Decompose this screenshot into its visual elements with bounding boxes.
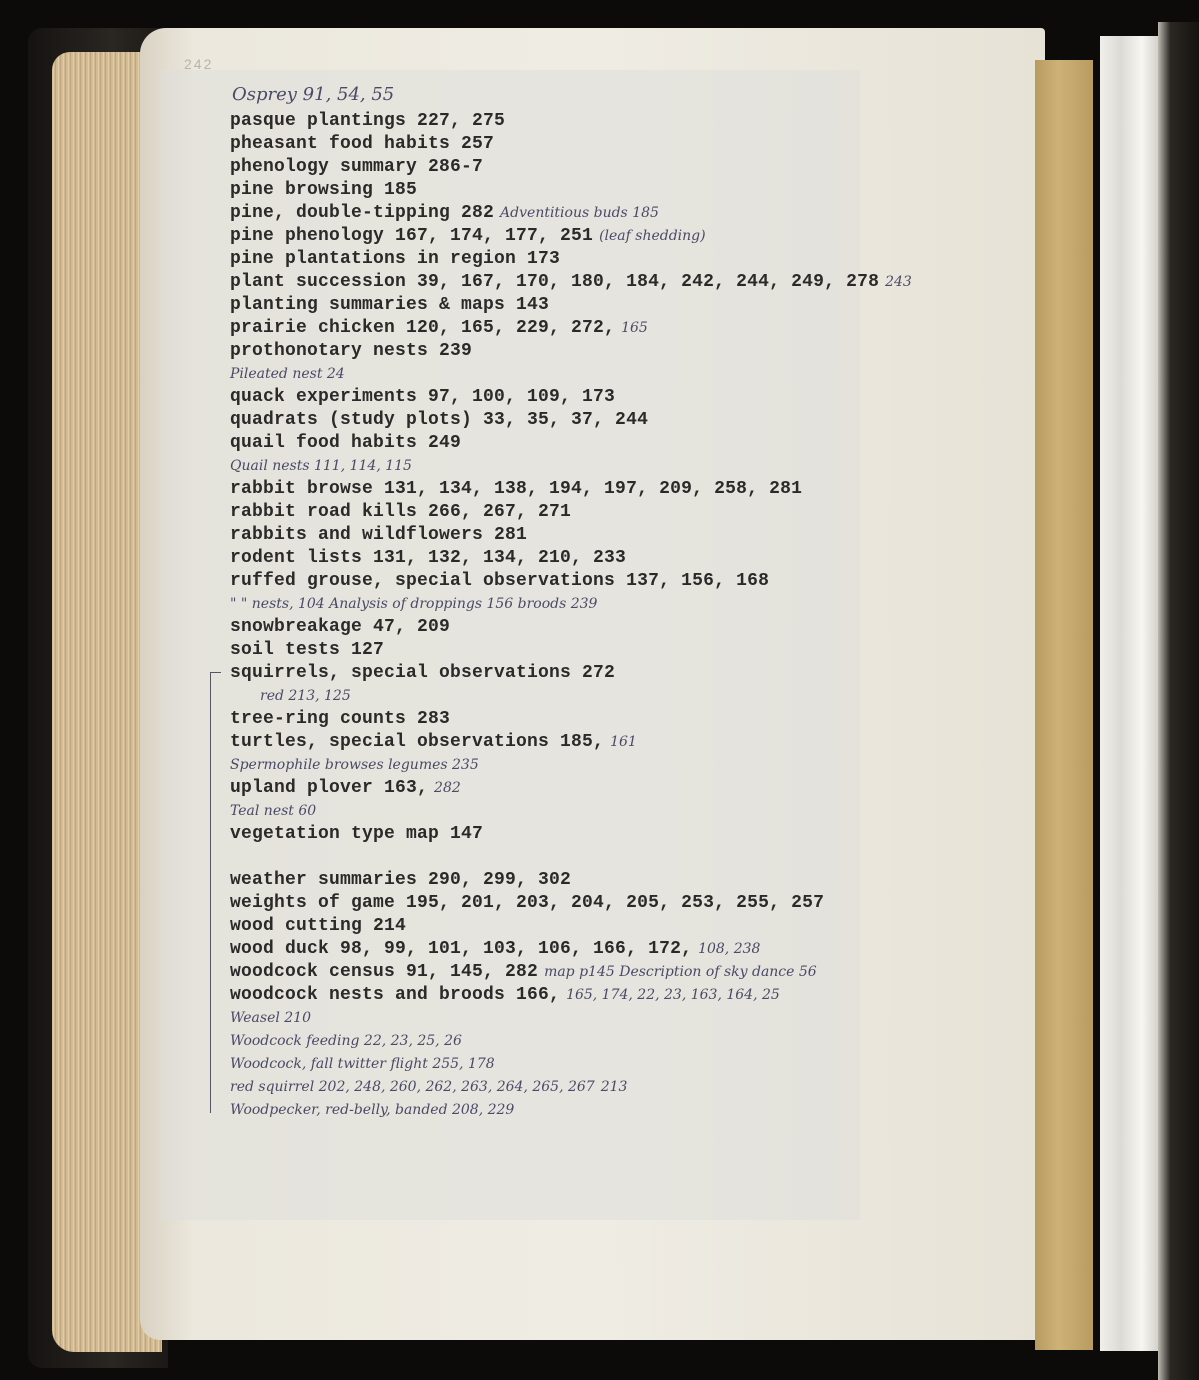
handwritten-annotation: (leaf shedding) xyxy=(599,228,706,244)
typed-text: pine phenology 167, 174, 177, 251 xyxy=(230,226,594,246)
index-entry xyxy=(230,225,990,248)
handwritten-entry xyxy=(230,1053,990,1076)
gutter-strip xyxy=(1035,60,1093,1350)
typed-text: rabbit road kills 266, 267, 271 xyxy=(230,502,572,522)
index-entry xyxy=(230,340,990,363)
index-entry xyxy=(230,432,990,455)
handwritten-annotation: map p145 Description of sky dance 56 xyxy=(544,964,817,980)
handwritten-text: Quail nests 111, 114, 115 xyxy=(230,458,412,474)
index-entry xyxy=(230,869,990,892)
typed-text: quack experiments 97, 100, 109, 173 xyxy=(230,387,616,407)
handwritten-text: Woodcock, fall twitter flight 255, 178 xyxy=(230,1056,495,1072)
index-entry xyxy=(230,501,990,524)
typed-text: prairie chicken 120, 165, 229, 272, xyxy=(230,318,616,338)
index-entry xyxy=(230,110,990,133)
handwritten-annotation: 161 xyxy=(610,734,637,750)
handwritten-text: Spermophile browses legumes 235 xyxy=(230,757,479,773)
typed-text: quadrats (study plots) 33, 35, 37, 244 xyxy=(230,410,649,430)
index-entry xyxy=(230,524,990,547)
handwritten-entry xyxy=(230,1007,990,1030)
typed-text: plant succession 39, 167, 170, 180, 184, 242, 244, 249, 278 xyxy=(230,272,880,292)
index-entry xyxy=(230,409,990,432)
index-entry xyxy=(230,662,990,685)
handwritten-entry xyxy=(230,455,990,478)
index-entry xyxy=(230,294,990,317)
typed-text: weights of game 195, 201, 203, 204, 205, 253, 255, 257 xyxy=(230,893,825,913)
typed-text: rabbits and wildflowers 281 xyxy=(230,525,528,545)
typed-text: woodcock nests and broods 166, xyxy=(230,985,561,1005)
index-entry xyxy=(230,570,990,593)
handwritten-note-top: Osprey 91, 54, 55 xyxy=(232,84,395,105)
typed-text: woodcock census 91, 145, 282 xyxy=(230,962,539,982)
handwritten-text: Teal nest 60 xyxy=(230,803,317,819)
handwritten-text: red 213, 125 xyxy=(260,688,351,704)
typed-text: snowbreakage 47, 209 xyxy=(230,617,451,637)
book-cover-right xyxy=(1158,22,1199,1380)
typed-text: wood cutting 214 xyxy=(230,916,407,936)
index-entry xyxy=(230,731,990,754)
handwritten-entry xyxy=(230,1030,990,1053)
index-entry xyxy=(230,179,990,202)
typed-text: turtles, special observations 185, xyxy=(230,732,605,752)
typed-text: ruffed grouse, special observations 137, 156, 168 xyxy=(230,571,770,591)
typed-text: upland plover 163, xyxy=(230,778,429,798)
handwritten-entry xyxy=(230,1099,990,1122)
typed-text: tree-ring counts 283 xyxy=(230,709,451,729)
blank-line xyxy=(230,846,990,869)
handwritten-annotation: 165 xyxy=(621,320,648,336)
typed-text: soil tests 127 xyxy=(230,640,385,660)
handwritten-text: Woodcock feeding 22, 23, 25, 26 xyxy=(230,1033,462,1049)
typed-text: pasque plantings 227, 275 xyxy=(230,111,506,131)
handwritten-text: Pileated nest 24 xyxy=(230,366,345,382)
handwritten-entry xyxy=(230,754,990,777)
typed-text: pheasant food habits 257 xyxy=(230,134,495,154)
page-number: 242 xyxy=(184,56,214,72)
typed-text: rabbit browse 131, 134, 138, 194, 197, 209, 258, 281 xyxy=(230,479,803,499)
typed-text: pine plantations in region 173 xyxy=(230,249,561,269)
typed-text: planting summaries & maps 143 xyxy=(230,295,550,315)
index-entry xyxy=(230,892,990,915)
handwritten-text: " " nests, 104 Analysis of droppings 156 broods 239 xyxy=(230,596,598,612)
handwritten-annotation: Adventitious buds 185 xyxy=(500,205,659,221)
typed-text: weather summaries 290, 299, 302 xyxy=(230,870,572,890)
handwritten-annotation: 165, 174, 22, 23, 163, 164, 25 xyxy=(566,987,780,1003)
index-entry xyxy=(230,639,990,662)
index-entry xyxy=(230,961,990,984)
typed-text: phenology summary 286-7 xyxy=(230,157,484,177)
handwritten-entry xyxy=(230,800,990,823)
handwritten-entry xyxy=(230,685,990,708)
handwritten-annotation: 213 xyxy=(600,1079,628,1095)
handwritten-bracket xyxy=(210,672,221,1113)
typed-text: rodent lists 131, 132, 134, 210, 233 xyxy=(230,548,627,568)
index-entry xyxy=(230,271,990,294)
typed-text: squirrels, special observations 272 xyxy=(230,663,616,683)
handwritten-entry xyxy=(230,363,990,386)
index-entry xyxy=(230,823,990,846)
index-entry xyxy=(230,248,990,271)
index-entry xyxy=(230,156,990,179)
handwritten-entry xyxy=(230,593,990,616)
index-entry xyxy=(230,616,990,639)
handwritten-annotation: 108, 238 xyxy=(698,941,761,957)
index-entry xyxy=(230,478,990,501)
index-entry xyxy=(230,386,990,409)
index-entry xyxy=(230,547,990,570)
index-entry xyxy=(230,938,990,961)
index-entry xyxy=(230,915,990,938)
typed-text: wood duck 98, 99, 101, 103, 106, 166, 172, xyxy=(230,939,693,959)
typed-text: quail food habits 249 xyxy=(230,433,462,453)
handwritten-text: red squirrel 202, 248, 260, 262, 263, 264, 265, 267 xyxy=(230,1079,595,1095)
index-entry xyxy=(230,317,990,340)
handwritten-annotation: 282 xyxy=(434,780,461,796)
handwritten-entry xyxy=(230,1076,990,1099)
index-entry xyxy=(230,777,990,800)
handwritten-text: Weasel 210 xyxy=(230,1010,311,1026)
handwritten-annotation: 243 xyxy=(885,274,912,290)
typed-text: pine, double-tipping 282 xyxy=(230,203,495,223)
index-entry xyxy=(230,984,990,1007)
typed-text: pine browsing 185 xyxy=(230,180,418,200)
typed-text: vegetation type map 147 xyxy=(230,824,484,844)
handwritten-text: Woodpecker, red-belly, banded 208, 229 xyxy=(230,1102,515,1118)
index-entry xyxy=(230,708,990,731)
index-entries xyxy=(230,110,990,1122)
binding-tape xyxy=(1100,36,1160,1351)
index-entry xyxy=(230,133,990,156)
typed-text: prothonotary nests 239 xyxy=(230,341,473,361)
index-entry xyxy=(230,202,990,225)
